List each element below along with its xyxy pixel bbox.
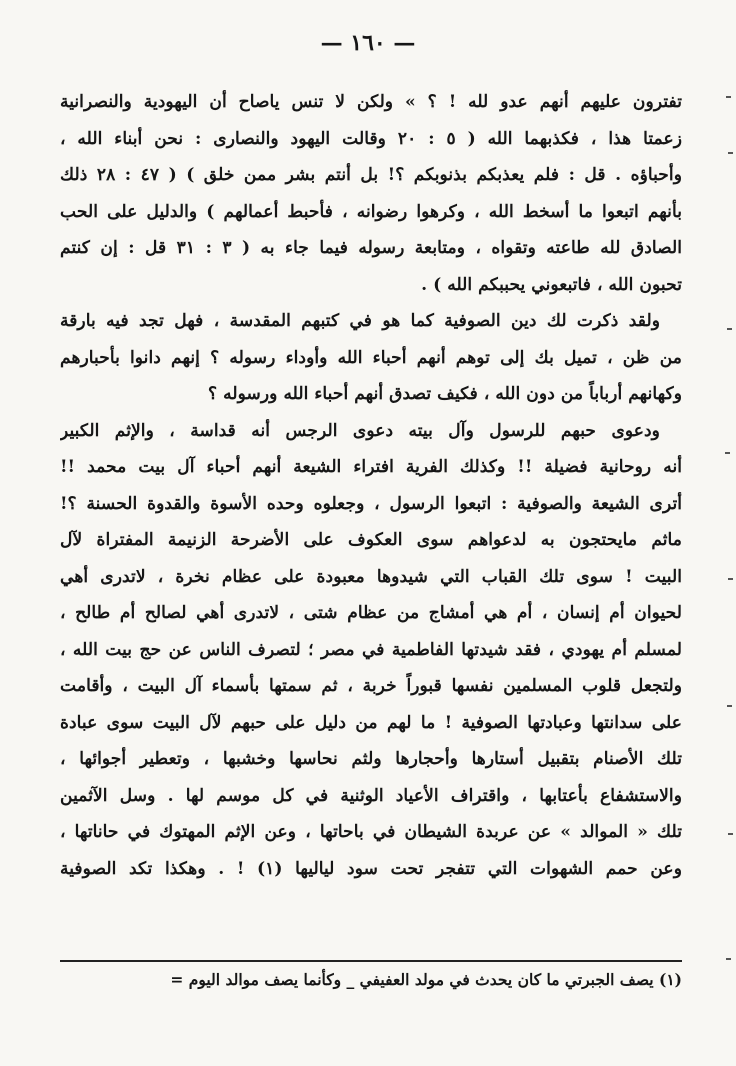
text-line: على سدانتها وعبادتها الصوفية ! ما لهم من دليل على حبهم لآل البيت سوى عبادة bbox=[60, 712, 682, 733]
text-line: لمسلم أم يهودي ، فقد شيدتها الفاطمية في مصر ؛ لتصرف الناس عن حج بيت الله ، bbox=[60, 639, 682, 660]
text-line: من ظن ، تميل بك إلى توهم أنهم أحباء الله وأوداء رسوله ؟ إنهم دانوا بأحبارهم bbox=[60, 347, 682, 368]
margin-mark bbox=[726, 96, 731, 98]
text-line: زعمتا هذا ، فكذبهما الله ( ٥ : ٢٠ وقالت اليهود والنصارى : نحن أبناء الله ، bbox=[60, 128, 682, 149]
text-line: تلك الأصنام بتقبيل أستارها وأحجارها ولثم نحاسها وخشبها ، وتعطير أجوائها ، bbox=[60, 749, 682, 769]
text-line: تلك « الموالد » عن عربدة الشيطان في باحاتها ، وعن الإثم المهتوك في حاناتها ، bbox=[60, 822, 682, 842]
margin-mark bbox=[728, 833, 733, 835]
margin-mark bbox=[728, 578, 733, 580]
text-line: بأنهم اتبعوا ما أسخط الله ، وكرهوا رضوانه ، فأحبط أعمالهم ) والدليل على الحب bbox=[60, 201, 682, 222]
page-number: — ١٦٠ — bbox=[320, 30, 416, 56]
margin-mark bbox=[725, 452, 730, 454]
text-line: تفترون عليهم أنهم عدو لله ! ؟ » ولكن لا تنس ياصاح أن اليهودية والنصرانية bbox=[60, 92, 682, 112]
footnote: (١) يصف الجبرتي ما كان يحدث في مولد العفيفي _ وكأنما يصف موالد اليوم = bbox=[170, 970, 682, 989]
text-line: أترى الشيعة والصوفية : اتبعوا الرسول ، وجعلوه وحده الأسوة والقدوة الحسنة ؟! bbox=[60, 493, 682, 514]
margin-mark bbox=[728, 152, 733, 154]
text-line: لحيوان أم إنسان ، أم هي أمشاج من عظام شتى ، لاتدرى أهي لصالح أم طالح ، bbox=[60, 603, 682, 623]
text-line: تحبون الله ، فاتبعوني يحببكم الله ) . bbox=[421, 274, 682, 295]
margin-mark bbox=[727, 328, 732, 330]
text-line: والاستشفاع بأعتابها ، واقتراف الأعياد الوثنية في كل موسم لها . وسل الآثمين bbox=[60, 785, 682, 806]
text-line: ودعوى حبهم للرسول وآل بيته دعوى الرجس أنه قداسة ، والإثم الكبير bbox=[60, 420, 660, 441]
text-line: ولتجعل قلوب المسلمين نفسها قبوراً خربة ، ثم سمتها بأسماء آل البيت ، وأقامت bbox=[60, 676, 682, 696]
text-line: وعن حمم الشهوات التي تتفجر تحت سود لياليها (١) ! . وهكذا تكد الصوفية bbox=[60, 858, 682, 879]
margin-mark bbox=[727, 705, 732, 707]
margin-mark bbox=[726, 958, 731, 960]
body-text bbox=[60, 84, 682, 887]
text-line: وأحباؤه . قل : فلم يعذبكم بذنوبكم ؟! بل أنتم بشر ممن خلق ) ( ٤٧ : ٢٨ ذلك bbox=[60, 165, 682, 185]
text-line: أنه روحانية فضيلة !! وكذلك الفرية افتراء الشيعة أنهم أحباء آل بيت محمد !! bbox=[60, 457, 682, 477]
footnote-divider bbox=[60, 960, 682, 962]
text-line: ماثم مايحتجون به لدعواهم سوى العكوف على الأضرحة الزنيمة المفتراة لآل bbox=[60, 530, 682, 550]
text-line: ولقد ذكرت لك دين الصوفية كما هو في كتبهم المقدسة ، فهل تجد فيه بارقة bbox=[60, 311, 660, 331]
text-line: البيت ! سوى تلك القباب التي شيدوها معبودة على عظام نخرة ، لاتدرى أهي bbox=[60, 566, 682, 587]
text-line: الصادق لله طاعته وتقواه ، ومتابعة رسوله فيما جاء به ( ٣ : ٣١ قل : إن كنتم bbox=[60, 238, 682, 258]
text-line: وكهانهم أرباباً من دون الله ، فكيف تصدق أنهم أحباء الله ورسوله ؟ bbox=[208, 384, 682, 404]
